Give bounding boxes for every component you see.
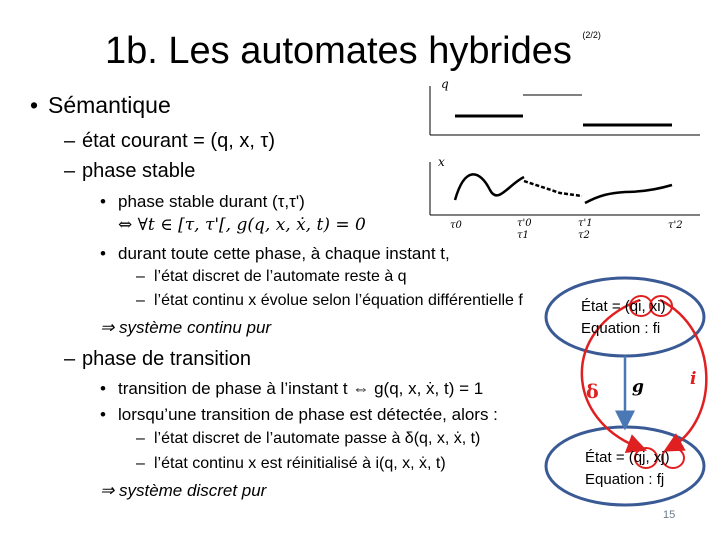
bottom-state-line1: État = (qj, xj) [585,449,670,466]
sub-transition-instant: • transition de phase à l’instant t ⇔ g(q, x, ẋ, t) = 1 [100,379,484,398]
item-phase-transition: – phase de transition [64,348,252,370]
title-text: 1b. Les automates hybrides [105,30,572,72]
sub-durant-toute-text: durant toute cette phase, à chaque instant t, [118,244,450,263]
label-delta: δ [586,381,599,403]
subsub-etat-discret-passe-text: l’état discret de l’automate passe à δ(q, x, ẋ, t) [154,430,481,447]
tick-tau1p: τ'1 [578,218,593,229]
sub-phase-stable-durant: • phase stable durant (τ,τ') [100,192,305,211]
bullet-dot: • [30,92,39,118]
bullet-semantique-text: Sémantique [48,92,171,118]
item-phase-stable: – phase stable [64,160,196,182]
x-axis-label: x [438,155,445,169]
top-state-line2: Equation : fi [581,320,661,337]
sub-lorsqu-une-text: lorsqu’une transition de phase est détectée, alors : [118,405,498,424]
subsub-etat-discret-reste: – l’état discret de l’automate reste à q [136,268,407,285]
conclusion-discret: ⇒ système discret pur [100,481,267,500]
arrow-i [660,300,706,448]
subsub-etat-discret-reste-text: l’état discret de l’automate reste à q [154,268,407,285]
title-superscript: (2/2) [582,30,601,40]
subsub-etat-continu-reinit: – l’état continu x est réinitialisé à i(q, x, ẋ, t) [136,455,446,472]
tick-tau2p: τ'2 [668,220,683,231]
subsub-etat-continu-evolue: – l’état continu x évolue selon l’équation différentielle f [136,292,523,309]
subsub-etat-continu-reinit-text: l’état continu x est réinitialisé à i(q, x, ẋ, t) [154,455,446,472]
bottom-state-line2: Equation : fj [585,471,665,488]
formula-stable: ⇔ ∀t ∈ [τ, τ'[, g(q, x, ẋ, t) = 0 [118,215,366,235]
sub-durant-toute: • durant toute cette phase, à chaque instant t, [100,244,450,263]
x-curve-1 [455,174,524,200]
q-axis-label: q [441,77,449,91]
sub-lorsqu-une: • lorsqu’une transition de phase est détectée, alors : [100,405,498,424]
x-curve-2 [524,181,582,196]
top-state-line1: État = (qi, xi) [581,298,666,315]
tick-tau0: τ0 [450,220,462,231]
item-phase-stable-text: phase stable [82,160,196,182]
label-i: i [690,369,697,389]
sub-transition-instant-text: transition de phase à l’instant t ⇔ g(q, x, ẋ, t) = 1 [118,379,484,398]
tick-tau1: τ1 [517,230,529,241]
tick-tau2: τ2 [578,230,590,241]
item-etat-courant: – état courant = (q, x, τ) [64,130,275,152]
item-phase-transition-text: phase de transition [82,348,252,370]
subsub-etat-continu-evolue-text: l’état continu x évolue selon l’équation différentielle f [154,292,523,309]
state-node-top [546,278,704,356]
label-g: g [632,377,644,397]
tick-tau0p: τ'0 [517,218,532,229]
conclusion-continu: ⇒ système continu pur [100,318,272,337]
x-curve-3 [585,185,672,203]
item-etat-courant-text: état courant = (q, x, τ) [82,130,275,152]
page-number: 15 [663,509,676,521]
sub-phase-stable-durant-text: phase stable durant (τ,τ') [118,192,305,211]
subsub-etat-discret-passe: – l’état discret de l’automate passe à δ(q, x, ẋ, t) [136,430,481,447]
